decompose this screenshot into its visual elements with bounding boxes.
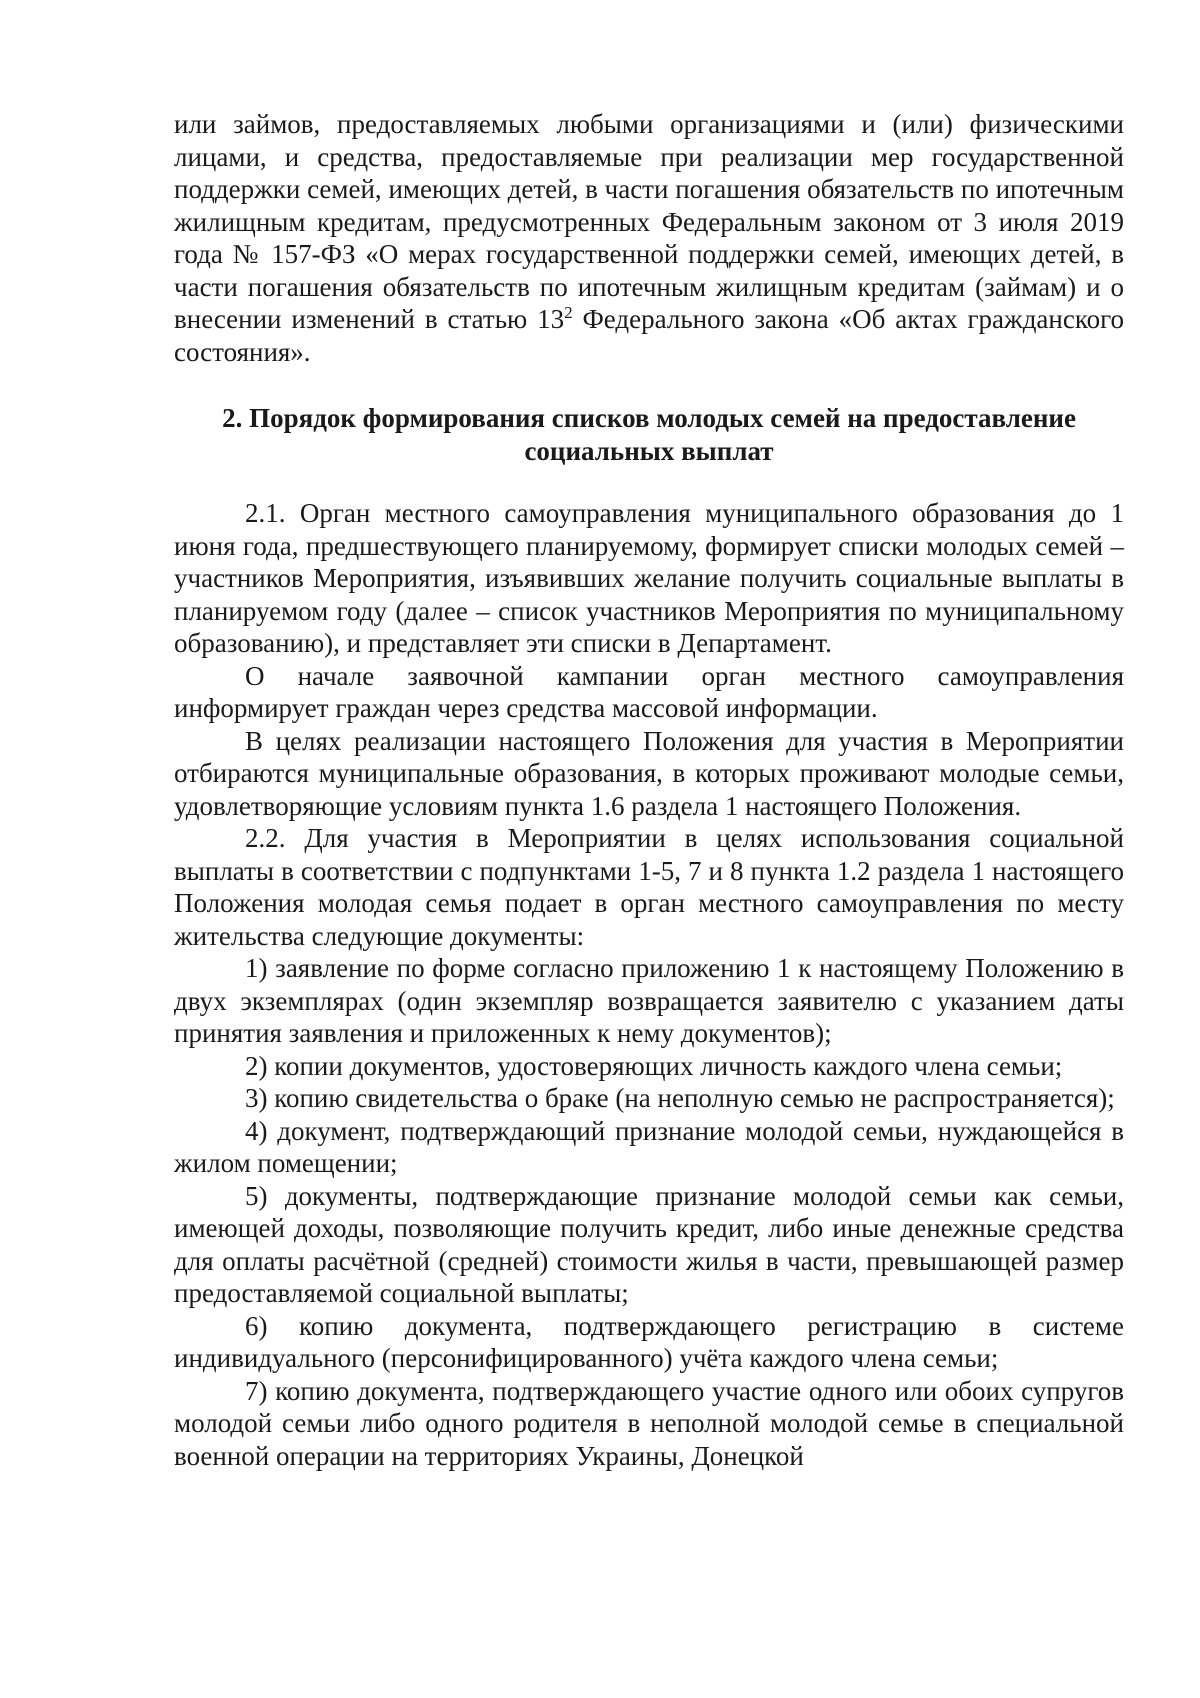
list-item-6: 6) копию документа, подтверждающего регистрацию в системе индивидуального (персонифицированного) учёта каждого члена семьи; [174, 1310, 1124, 1373]
intro-text: или займов, предоставляемых любыми организациями и (или) физическими лицами, и средства, предоставляемые при реализации мер государственной поддержки семей, имеющих детей, в части погашения обязательств по ипотечным жилищным кредитам, предусмотренных Федеральным законом от 3 июля 2019 года № 157-ФЗ «О мерах государственной поддержки семей, имеющих детей, в части погашения обязательств по ипотечным жилищным кредитам (займам) и о внесении изменений в статью 13 [174, 109, 1124, 334]
intro-text-end: Федерального закона «Об актах гражданского состояния». [174, 304, 1125, 367]
list-item-7: 7) копию документа, подтверждающего участие одного или обоих супругов молодой семьи либо одного родителя в неполной молодой семье в специальной военной операции на территориях Украины, Донецкой [174, 1375, 1124, 1471]
list-item-2: 2) копии документов, удостоверяющих личность каждого члена семьи; [245, 1050, 1063, 1081]
list-item-1: 1) заявление по форме согласно приложению 1 к настоящему Положению в двух экземплярах (один экземпляр возвращается заявителю с указанием даты принятия заявления и приложенных к нему документов); [174, 953, 1124, 1048]
paragraph-selection: В целях реализации настоящего Положения для участия в Мероприятии отбираются муниципальные образования, в которых проживают молодые семьи, удовлетворяющие условиям пункта 1.6 раздела 1 настоящего Положения. [174, 725, 1124, 821]
document-page [174, 108, 1124, 1472]
paragraph-campaign: О начале заявочной кампании орган местного самоуправления информирует граждан через средства массовой информации. [174, 660, 1124, 723]
section-title: 2. Порядок формирования списков молодых семей на предоставление социальных выплат [222, 403, 1076, 466]
list-item-5: 5) документы, подтверждающие признание молодой семьи как семьи, имеющей доходы, позволяющие получить кредит, либо иные денежные средства для оплаты расчётной (средней) стоимости жилья в части, превышающей размер предоставляемой социальной выплаты; [174, 1180, 1124, 1308]
list-item-4: 4) документ, подтверждающий признание молодой семьи, нуждающейся в жилом помещении; [174, 1115, 1124, 1178]
superscript: 2 [564, 303, 573, 322]
intro-paragraph [174, 108, 1124, 368]
paragraph-2-1: 2.1. Орган местного самоуправления муниципального образования до 1 июня года, предшествующего планируемому, формирует списки молодых семей – участников Мероприятия, изъявивших желание получить социальные выплаты в планируемом году (далее – список участников Мероприятия по муниципальному образованию), и представляет эти списки в Департамент. [174, 498, 1124, 658]
paragraph-2-2: 2.2. Для участия в Мероприятии в целях использования социальной выплаты в соответствии с подпунктами 1-5, 7 и 8 пункта 1.2 раздела 1 настоящего Положения молодая семья подает в орган местного самоуправления по месту жительства следующие документы: [174, 823, 1124, 951]
list-item-3: 3) копию свидетельства о браке (на неполную семью не распространяется); [245, 1083, 1115, 1113]
